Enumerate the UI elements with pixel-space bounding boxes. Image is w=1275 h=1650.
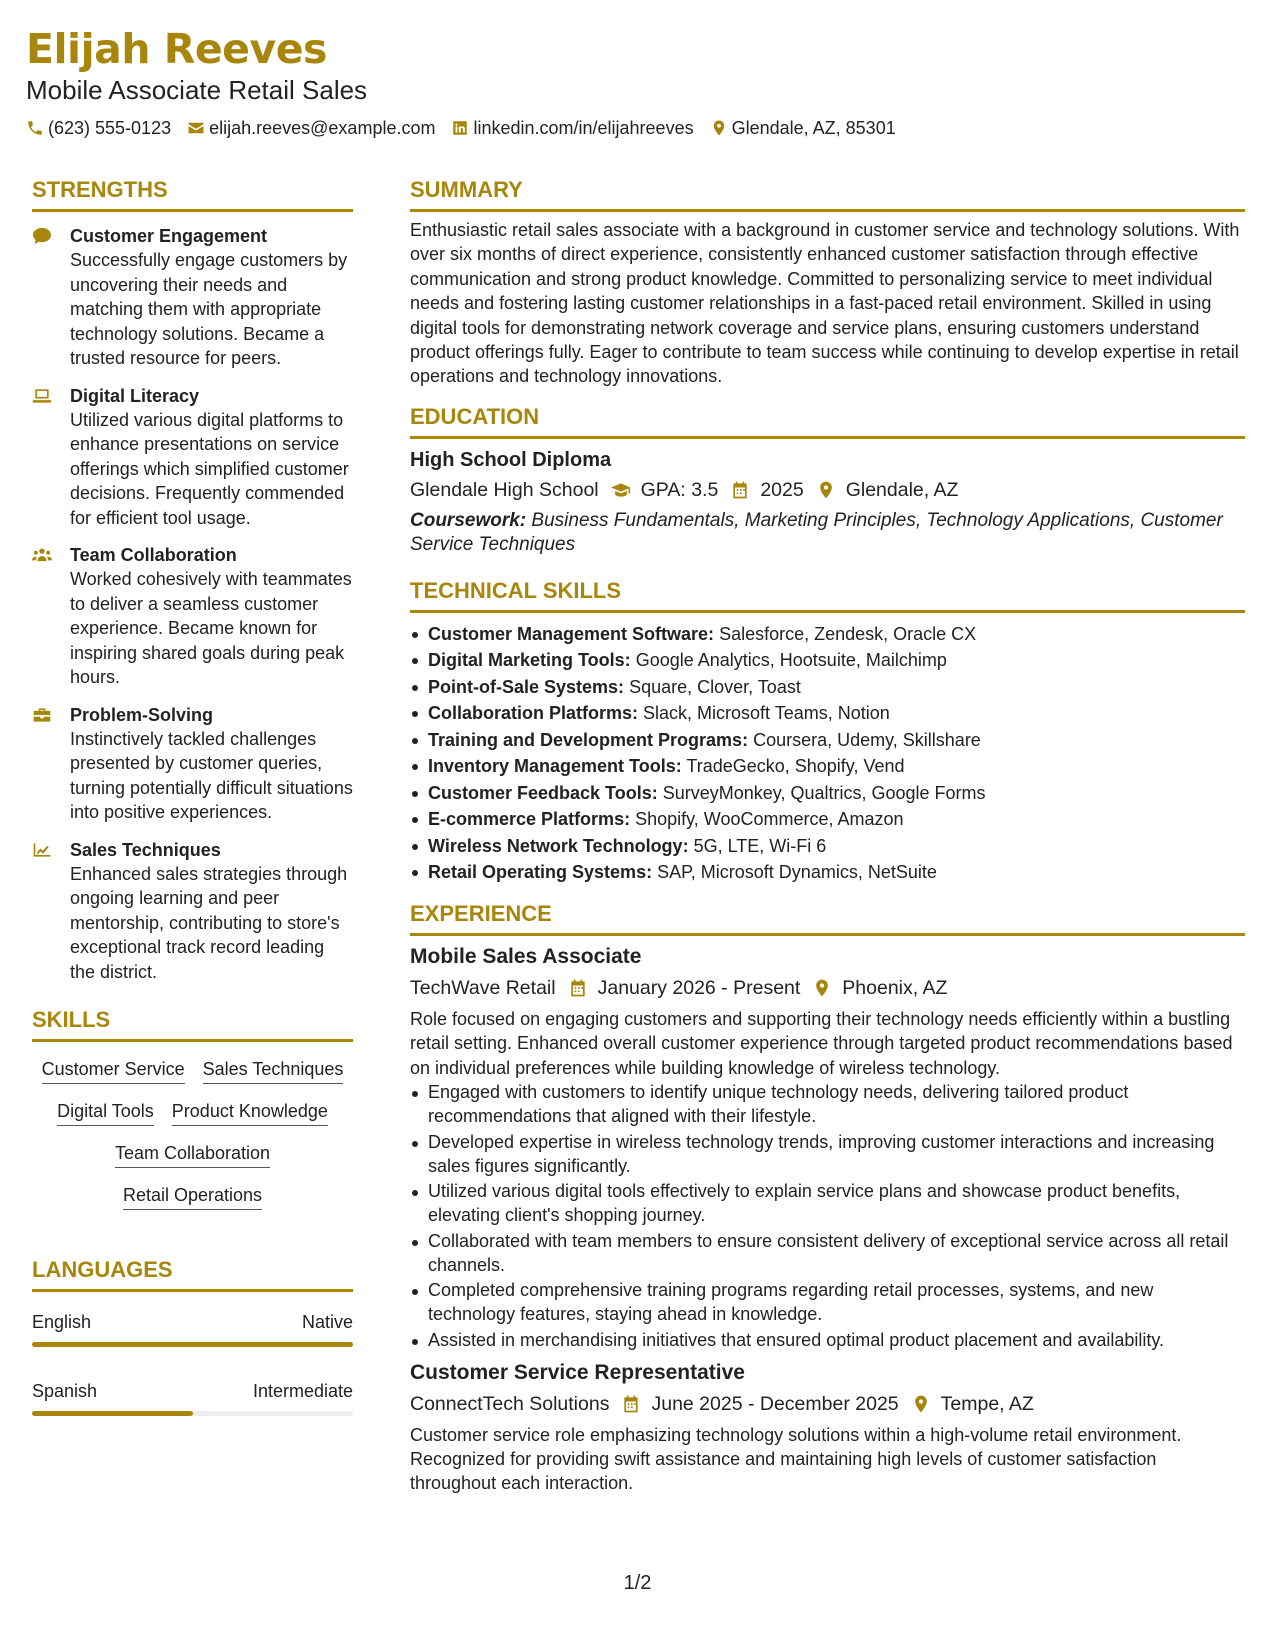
education-school: Glendale High School [410, 478, 599, 501]
strength-item [32, 384, 353, 531]
tech-skill-value: 5G, LTE, Wi-Fi 6 [693, 835, 827, 856]
education-year: 2025 [760, 478, 804, 501]
phone-icon [26, 119, 44, 137]
map-pin-icon [911, 1394, 931, 1414]
calendar-icon [568, 978, 588, 998]
resume-header [26, 24, 1246, 140]
technical-skills-title: TECHNICAL SKILLS [410, 577, 1245, 613]
list-item [410, 859, 1245, 886]
graduation-cap-icon [611, 480, 631, 500]
tech-skill-value: SurveyMonkey, Qualtrics, Google Forms [662, 782, 986, 803]
language-bar [32, 1411, 353, 1416]
language-bar [32, 1342, 353, 1347]
list-item [410, 727, 1245, 754]
strength-item [32, 543, 353, 690]
language-row [32, 1310, 353, 1334]
list-item [410, 753, 1245, 780]
tech-skill-value: TradeGecko, Shopify, Vend [686, 756, 905, 777]
skill-tag: Product Knowledge [172, 1098, 328, 1126]
skill-tag: Customer Service [42, 1056, 185, 1084]
candidate-name: Elijah Reeves [26, 25, 327, 73]
job-desc: Customer service role emphasizing technology solutions within a high-volume retail environment. Recognized for providing swift assistance and maintaining high levels of customer satisfaction throughout each interaction. [410, 1424, 1182, 1494]
list-item [410, 700, 1245, 727]
tech-skill-value: Square, Clover, Toast [629, 676, 801, 697]
job-location: Tempe, AZ [940, 1392, 1034, 1415]
experience-list [410, 943, 1245, 1496]
education-meta [410, 477, 1245, 503]
job-dates: June 2025 - December 2025 [651, 1392, 899, 1415]
tech-skill-label: Wireless Network Technology: [428, 835, 689, 856]
list-item: Completed comprehensive training programs regarding retail processes, systems, and new technology features, staying ahead in knowledge. [410, 1278, 1245, 1326]
education-coursework [410, 509, 1245, 557]
tech-skill-label: Digital Marketing Tools: [428, 650, 631, 671]
map-pin-icon [710, 119, 728, 137]
chat-bubble-icon [32, 227, 52, 245]
languages-list [32, 1310, 353, 1416]
email-text[interactable]: elijah.reeves@example.com [209, 118, 436, 138]
contact-location [710, 116, 896, 140]
contact-bar [26, 116, 1246, 140]
linkedin-icon [451, 119, 469, 137]
job-bullets [410, 1080, 1245, 1352]
list-item: Utilized various digital tools effectively to explain service plans and showcase product benefits, elevating client's shopping journey. [410, 1179, 1245, 1227]
list-item: Developed expertise in wireless technology trends, improving customer interactions and increasing sales figures significantly. [410, 1130, 1245, 1178]
language-name: Spanish [32, 1381, 98, 1401]
strength-desc: Instinctively tackled challenges presented by customer queries, turning potentially difficult situations into positive experiences. [70, 728, 353, 822]
summary-title: SUMMARY [410, 176, 1245, 212]
page-number: 1/2 [623, 1572, 652, 1594]
language-level: Native [301, 1312, 353, 1332]
tech-skill-label: Customer Management Software: [428, 623, 715, 644]
skill-tag: Retail Operations [123, 1182, 262, 1210]
job-entry [410, 943, 1245, 1352]
envelope-icon [187, 119, 205, 137]
contact-phone [26, 116, 171, 140]
skill-tag: Digital Tools [57, 1098, 154, 1126]
candidate-headline: Mobile Associate Retail Sales [26, 75, 368, 105]
strength-title: Digital Literacy [70, 385, 200, 406]
strength-desc: Successfully engage customers by uncovering their needs and matching them with appropriate technology solutions. Became a trusted resource for peers. [70, 250, 348, 368]
skills-tags [32, 1056, 353, 1210]
strength-desc: Enhanced sales strategies through ongoing learning and peer mentorship, contributing to store's exceptional track record leading the district. [70, 863, 348, 982]
tech-skill-value: SAP, Microsoft Dynamics, NetSuite [657, 862, 937, 883]
language-row [32, 1379, 353, 1403]
phone-text: (623) 555-0123 [48, 118, 172, 138]
language-bar-fill [32, 1411, 193, 1416]
location-text: Glendale, AZ, 85301 [731, 118, 896, 138]
job-meta [410, 975, 1245, 1001]
job-company: TechWave Retail [410, 976, 556, 999]
job-meta [410, 1391, 1245, 1417]
job-desc: Role focused on engaging customers and supporting their technology needs efficiently within a bustling retail setting. Enhanced overall customer experience through targeted product recommendations based on individual preferences while building knowledge of wireless technology. [410, 1008, 1233, 1078]
education-location: Glendale, AZ [845, 478, 959, 501]
strength-desc: Utilized various digital platforms to enhance presentations on service offerings which simplified customer decisions. Frequently commended for efficient tool usage. [70, 409, 349, 528]
list-item: Engaged with customers to identify unique technology needs, delivering tailored product recommendations that aligned with their lifestyle. [410, 1080, 1245, 1128]
map-pin-icon [816, 480, 836, 500]
strength-item [32, 224, 353, 371]
list-item [410, 674, 1245, 701]
right-column [410, 176, 1245, 1496]
toolbox-icon [32, 706, 52, 724]
skills-title: SKILLS [32, 1006, 353, 1042]
tech-skill-value: Coursera, Udemy, Skillshare [753, 729, 981, 750]
list-item [410, 647, 1245, 674]
strength-title: Problem-Solving [70, 704, 214, 725]
calendar-icon [621, 1394, 641, 1414]
strengths-list [32, 224, 353, 984]
skill-tag: Sales Techniques [203, 1056, 344, 1084]
list-item [410, 833, 1245, 860]
tech-skill-label: Retail Operating Systems: [428, 862, 653, 883]
map-pin-icon [812, 978, 832, 998]
tech-skill-label: Point-of-Sale Systems: [428, 676, 625, 697]
strength-desc: Worked cohesively with teammates to deliver a seamless customer experience. Became known for inspiring shared goals during peak hours. [70, 569, 352, 687]
tech-skill-value: Shopify, WooCommerce, Amazon [635, 809, 904, 830]
users-icon [32, 546, 52, 564]
coursework-text: Business Fundamentals, Marketing Principles, Technology Applications, Customer Service Techniques [410, 509, 1223, 555]
tech-skill-value: Salesforce, Zendesk, Oracle CX [719, 623, 977, 644]
technical-skills-list [410, 621, 1245, 886]
job-title: Mobile Sales Associate [410, 944, 642, 968]
strengths-title: STRENGTHS [32, 176, 353, 212]
language-level: Intermediate [252, 1381, 353, 1401]
linkedin-text[interactable]: linkedin.com/in/elijahreeves [473, 118, 694, 138]
list-item [410, 621, 1245, 648]
education-degree: High School Diploma [410, 448, 612, 471]
tech-skill-label: Training and Development Programs: [428, 729, 749, 750]
education-title: EDUCATION [410, 403, 1245, 439]
experience-title: EXPERIENCE [410, 900, 1245, 936]
strength-title: Customer Engagement [70, 226, 268, 246]
job-dates: January 2026 - Present [597, 976, 801, 999]
tech-skill-label: Inventory Management Tools: [428, 756, 682, 777]
list-item: Collaborated with team members to ensure consistent delivery of exceptional service across all retail channels. [410, 1229, 1245, 1277]
job-title: Customer Service Representative [410, 1360, 745, 1384]
contact-linkedin[interactable] [451, 116, 693, 140]
chart-line-icon [32, 841, 52, 859]
job-location: Phoenix, AZ [842, 976, 948, 999]
language-bar-fill [32, 1342, 353, 1347]
contact-email[interactable] [187, 116, 435, 140]
laptop-icon [32, 387, 52, 405]
language-name: English [32, 1312, 92, 1332]
tech-skill-label: E-commerce Platforms: [428, 809, 631, 830]
list-item [410, 780, 1245, 807]
job-company: ConnectTech Solutions [410, 1392, 610, 1415]
languages-title: LANGUAGES [32, 1256, 353, 1292]
list-item: Assisted in merchandising initiatives that ensured optimal product placement and availability. [410, 1328, 1245, 1352]
summary-text: Enthusiastic retail sales associate with a background in customer service and technology solutions. With over six months of direct experience, consistently enhanced customer satisfaction through effective communication and strong product knowledge. Committed to personalizing service to meet individual needs and fostering lasting customer relationships in a fast-paced retail environment. Skilled in using digital tools for demonstrating network coverage and service plans, ensuring customers understand product offerings fully. Eager to contribute to team success while continuing to develop expertise in retail operations and technology innovations. [410, 220, 1240, 387]
strength-title: Sales Techniques [70, 839, 221, 860]
tech-skill-value: Google Analytics, Hootsuite, Mailchimp [635, 650, 947, 671]
coursework-label: Coursework: [410, 509, 527, 531]
skill-tag: Team Collaboration [115, 1140, 270, 1168]
calendar-icon [730, 480, 750, 500]
strength-item [32, 838, 353, 985]
education-gpa: GPA: 3.5 [640, 478, 719, 501]
tech-skill-label: Collaboration Platforms: [428, 703, 639, 724]
left-column [32, 176, 353, 1448]
tech-skill-value: Slack, Microsoft Teams, Notion [643, 703, 890, 724]
tech-skill-label: Customer Feedback Tools: [428, 782, 658, 803]
job-entry [410, 1359, 1245, 1496]
strength-title: Team Collaboration [70, 545, 237, 565]
strength-item [32, 703, 353, 825]
list-item [410, 806, 1245, 833]
